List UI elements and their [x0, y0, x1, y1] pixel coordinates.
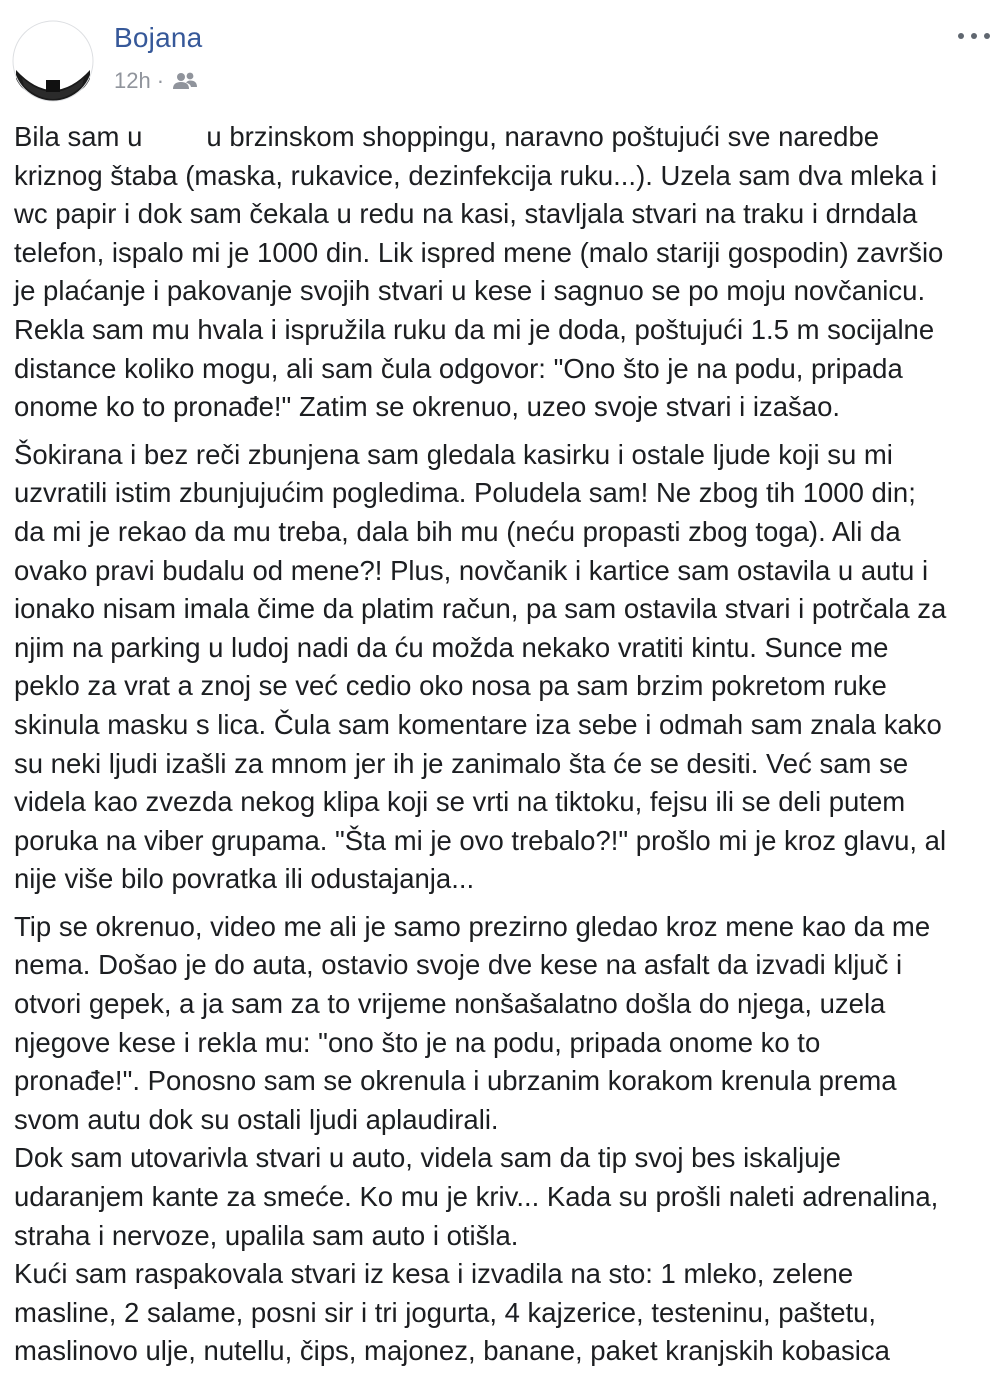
- post-text-line: njegove kese i rekla mu: "ono što je na podu, pripada onome ko to: [14, 1026, 821, 1058]
- post-text-line: ionako nisam imala čime da platim račun, pa sam ostavila stvari i potrčala za: [14, 593, 947, 625]
- post-text-line: onome ko to pronađe!" Zatim se okrenuo, uzeo svoje stvari i izašao.: [14, 391, 841, 423]
- post-text-line: udaranjem kante za smeće. Ko mu je kriv... Kada su prošli naleti adrenalina,: [14, 1181, 939, 1213]
- post-text-line: skinula masku s lica. Čula sam komentare iza sebe i odmah sam znala kako: [14, 708, 942, 740]
- post-text-segment: u brzinskom shoppingu, naravno poštujući sve naredbe: [206, 121, 880, 152]
- more-horizontal-icon: [958, 33, 964, 39]
- post-text-line: Šokirana i bez reči zbunjena sam gledala kasirku i ostale ljude koji su mi: [14, 438, 893, 470]
- post-text-line: Kući sam raspakovala stvari iz kesa i izvadila na sto: 1 mleko, zelene: [14, 1258, 854, 1290]
- more-horizontal-icon-dot: [984, 33, 990, 39]
- post-text-line: kriznog štaba (maska, rukavice, dezinfekcija ruku...). Uzela sam dva mleka i: [14, 159, 938, 191]
- post-text-line: da mi je rekao da mu treba, dala bih mu (neću propasti zbog toga). Ali da: [14, 515, 901, 547]
- post-text-line: telefon, ispalo mi je 1000 din. Lik ispred mene (malo stariji gospodin) završio: [14, 236, 944, 268]
- meta-separator: ·: [156, 68, 165, 93]
- post-text-line: Dok sam utovarivla stvari u auto, videla sam da tip svoj bes iskaljuje: [14, 1142, 841, 1174]
- post-paragraph: [14, 908, 999, 1371]
- post-text-line: videla kao zvezda nekog klipa koji se vrti na tiktoku, fejsu ili se deli putem: [14, 786, 906, 818]
- post-meta: [114, 68, 198, 94]
- more-options-button[interactable]: [954, 24, 994, 48]
- post-text-line: su neki ljudi izašli za mnom jer ih je zanimalo šta će se desiti. Već sam se: [14, 747, 909, 779]
- post-text-line: masline, 2 salame, posni sir i tri jogurta, 4 kajzerice, testeninu, paštetu,: [14, 1296, 877, 1328]
- post-paragraph: [14, 436, 999, 899]
- post-text-line: je plaćanje i pakovanje svojih stvari u kese i sagnuo se po moju novčanicu.: [14, 275, 926, 307]
- post-text-line: [14, 118, 999, 157]
- post-text-line: otvori gepek, a ja sam za to vrijeme nonšašalatno došla do njega, uzela: [14, 988, 886, 1020]
- post-text-line: distance koliko mogu, ali sam čula odgovor: "Ono što je na podu, pripada: [14, 352, 903, 384]
- post-timestamp[interactable]: 12h: [114, 68, 151, 93]
- post-text-line: Rekla sam mu hvala i ispružila ruku da mi je doda, poštujući 1.5 m socijalne: [14, 313, 935, 345]
- post-header: [0, 0, 1000, 110]
- post-text-line: Tip se okrenuo, video me ali je samo prezirno gledao kroz mene kao da me: [14, 910, 931, 942]
- friends-icon[interactable]: [172, 71, 198, 91]
- post-text-line: nije više bilo povratka ili odustajanja...: [14, 863, 475, 895]
- post-text-line: peklo za vrat a znoj se već cedio oko nosa pa sam brzim pokretom ruke: [14, 670, 887, 702]
- post-paragraph: [14, 118, 999, 427]
- post-text-line: pronađe!". Ponosno sam se okrenula i ubrzanim korakom krenula prema: [14, 1065, 897, 1097]
- post-text-line: svom autu dok su ostali ljudi aplaudirali.: [14, 1103, 499, 1135]
- post-body: [14, 118, 999, 1380]
- more-horizontal-icon-dot: [971, 33, 977, 39]
- post-text-segment: Bila sam u: [14, 121, 143, 152]
- post-text-line: wc papir i dok sam čekala u redu na kasi, stavljala stvari na traku i drndala: [14, 198, 918, 230]
- post-text-line: nema. Došao je do auta, ostavio svoje dve kese na asfalt da izvadi ključ i: [14, 949, 903, 981]
- post-text-line: straha i nervoze, upalila sam auto i otišla.: [14, 1219, 519, 1251]
- post-text-line: maslinovo ulje, nutellu, čips, majonez, banane, paket kranjskih kobasica: [14, 1335, 890, 1367]
- author-name[interactable]: Bojana: [114, 22, 203, 53]
- post-text-line: njim na parking u ludoj nadi da ću možda nekako vratiti kintu. Sunce me: [14, 631, 889, 663]
- post-text-line: uzvratili istim zbunjujućim pogledima. Poludela sam! Ne zbog tih 1000 din;: [14, 477, 916, 509]
- author-avatar[interactable]: [12, 20, 94, 102]
- post-text-line: poruka na viber grupama. "Šta mi je ovo trebalo?!" prošlo mi je kroz glavu, al: [14, 824, 947, 856]
- post-text-line: ovako pravi budalu od mene?! Plus, novčanik i kartice sam ostavila u autu i: [14, 554, 929, 586]
